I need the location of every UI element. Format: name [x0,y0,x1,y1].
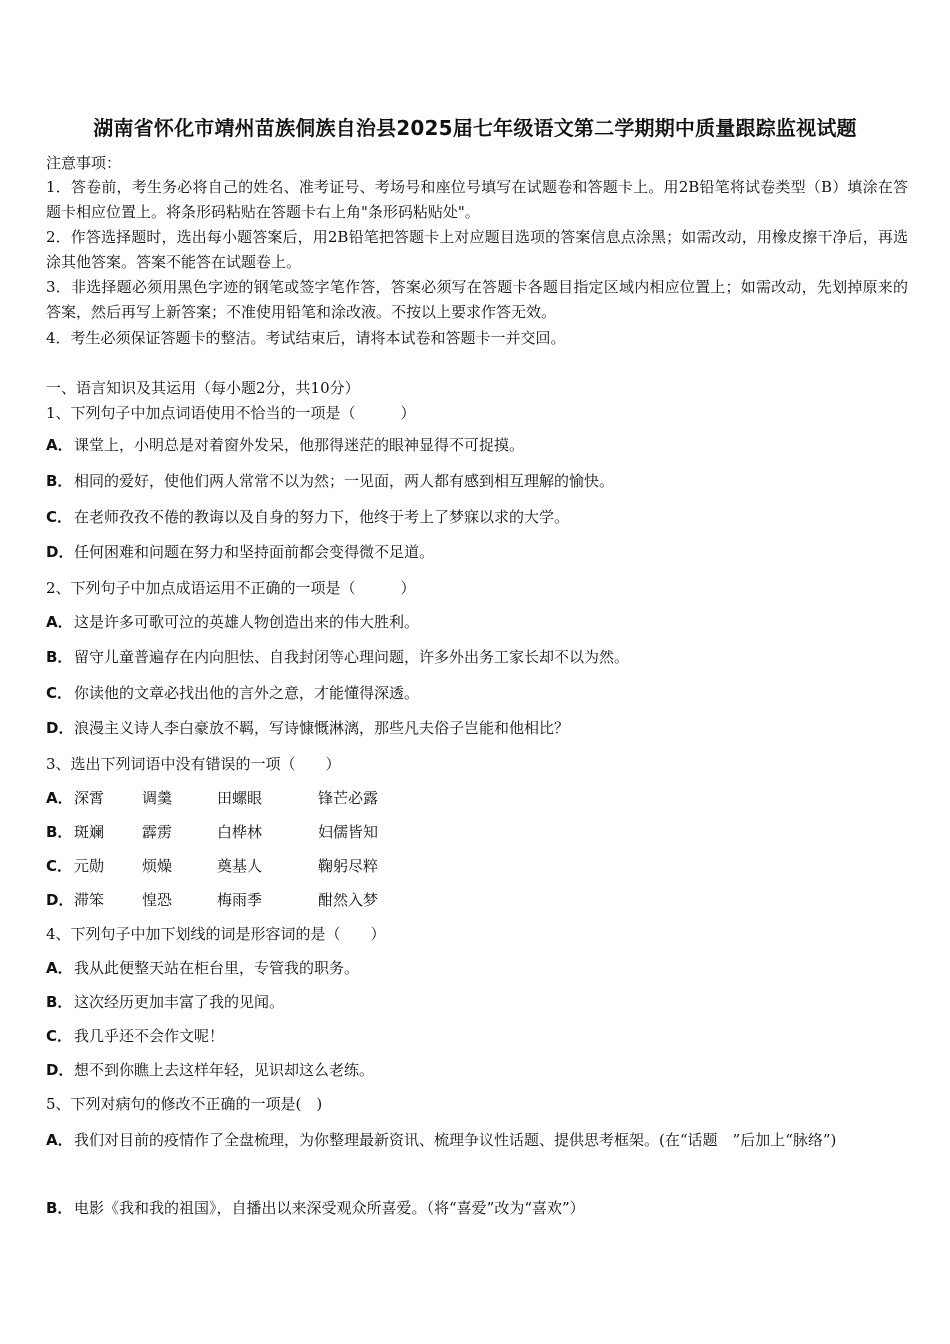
option-letter: C． [46,684,73,702]
option-letter: B． [46,472,73,490]
option-letter: B． [46,823,73,841]
word-4: 酣然入梦 [318,891,379,909]
word-2: 惶恐 [142,891,173,909]
option-text: 浪漫主义诗人李白豪放不羁，写诗慷慨淋漓，那些凡夫俗子岂能和他相比？ [74,719,570,737]
word-1: 滞笨 [74,891,105,909]
word-4: 锋芒必露 [318,789,379,807]
option-letter: A． [46,613,73,631]
option-text: 相同的爱好，使他们两人常常不以为然；一见面，两人都有感到相互理解的愉快。 [74,472,615,490]
option-letter: C． [46,508,73,526]
question-4-stem: 4、下列句子中加下划线的词是形容词的是（ ） [46,925,386,943]
option-letter: A． [46,789,73,807]
option-letter: A． [46,436,73,454]
option-letter: D． [46,1061,74,1079]
question-4-option-c [46,1025,224,1046]
question-1-stem: 1、下列句子中加点词语使用不恰当的一项是（ ） [46,404,416,422]
question-5-option-b [46,1197,585,1218]
question-1-option-b [46,470,614,491]
option-letter: B． [46,1199,73,1217]
option-text: 留守儿童普遍存在内向胆怯、自我封闭等心理问题，许多外出务工家长却不以为然。 [74,648,630,666]
question-2-option-a [46,611,419,632]
option-letter: B． [46,993,73,1011]
page-title: 湖南省怀化市靖州苗族侗族自治县2025届七年级语文第二学期期中质量跟踪监视试题 [93,116,857,140]
notice-item-3: 3．非选择题必须用黑色字迹的钢笔或签字笔作答，答案必须写在答题卡各题目指定区域内相应位置上；如需改动，先划掉原来的答案，然后再写上新答案；不准使用铅笔和涂改液。不按以上要求作答无效。 [46,278,908,321]
option-text: 我从此便整天站在柜台里，专管我的职务。 [74,959,360,977]
option-letter: C． [46,857,73,875]
question-4-option-b [46,991,284,1012]
notice-item-2: 2．作答选择题时，选出每小题答案后，用2B铅笔把答题卡上对应题目选项的答案信息点涂黑；如需改动，用橡皮擦干净后，再选涂其他答案。答案不能答在试题卷上。 [46,228,908,271]
option-letter: D． [46,543,74,561]
question-4-option-d [46,1059,374,1080]
word-2: 霹雳 [142,823,173,841]
option-text: 这是许多可歌可泣的英雄人物创造出来的伟大胜利。 [74,613,420,631]
question-1-option-d [46,541,434,562]
option-text: 课堂上，小明总是对着窗外发呆，他那得迷茫的眼神显得不可捉摸。 [74,436,525,454]
section-heading: 一、语言知识及其运用（每小题2分，共10分） [46,379,360,397]
option-text: 我几乎还不会作文呢！ [74,1027,225,1045]
option-text: 想不到你瞧上去这样年轻，见识却这么老练。 [74,1061,375,1079]
option-text: 电影《我和我的祖国》，自播出以来深受观众所喜爱。（将“喜爱”改为“喜欢”） [74,1199,585,1217]
word-3: 梅雨季 [217,891,263,909]
option-letter: B． [46,648,73,666]
word-1: 元勋 [74,857,105,875]
word-2: 调羹 [142,789,173,807]
option-letter: A． [46,1131,73,1149]
question-2-stem: 2、下列句子中加点成语运用不正确的一项是（ ） [46,579,416,597]
word-1: 斑斓 [74,823,105,841]
option-letter: D． [46,891,74,909]
question-2-option-b [46,646,629,667]
option-letter: C． [46,1027,73,1045]
option-text: 任何困难和问题在努力和坚持面前都会变得微不足道。 [74,543,435,561]
question-3-stem: 3、选出下列词语中没有错误的一项（ ） [46,755,341,773]
question-5-option-a [46,1123,908,1157]
word-3: 白桦林 [217,823,263,841]
word-4: 妇儒皆知 [318,823,379,841]
question-5-stem: 5、下列对病句的修改不正确的一项是( ) [46,1095,323,1113]
word-3: 奠基人 [217,857,263,875]
option-letter: D． [46,719,74,737]
option-text: 我们对目前的疫情作了全盘梳理，为你整理最新资讯、梳理争议性话题、提供思考框架。(在“话题 ”后加上“脉络”) [74,1131,837,1149]
notice-item-1: 1．答卷前，考生务必将自己的姓名、准考证号、考场号和座位号填写在试题卷和答题卡上。用2B铅笔将试卷类型（B）填涂在答题卡相应位置上。将条形码粘贴在答题卡右上角"条形码粘贴处"。 [46,178,908,221]
option-letter: A． [46,959,73,977]
word-2: 烦燥 [142,857,173,875]
notice-heading: 注意事项： [46,154,122,172]
question-4-option-a [46,957,359,978]
word-3: 田螺眼 [217,789,263,807]
option-text: 你读他的文章必找出他的言外之意，才能懂得深透。 [74,684,420,702]
option-text: 在老师孜孜不倦的教诲以及自身的努力下，他终于考上了梦寐以求的大学。 [74,508,570,526]
word-1: 深霄 [74,789,105,807]
question-1-option-c [46,506,569,527]
question-1-option-a [46,434,524,455]
question-2-option-c [46,682,419,703]
word-4: 鞠躬尽粹 [318,857,379,875]
option-text: 这次经历更加丰富了我的见闻。 [74,993,285,1011]
question-2-option-d [46,717,569,738]
notice-item-4: 4．考生必须保证答题卡的整洁。考试结束后，请将本试卷和答题卡一并交回。 [46,329,566,347]
